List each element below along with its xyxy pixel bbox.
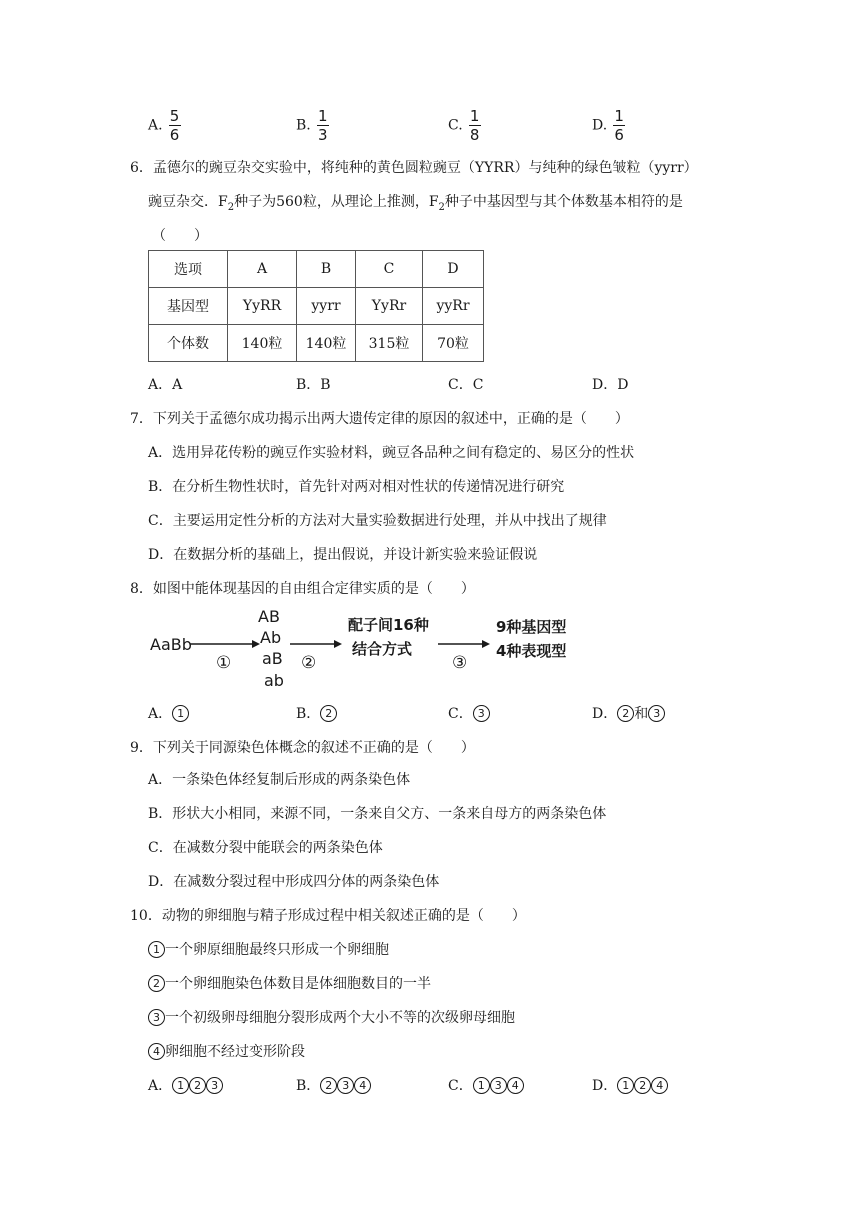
q10-statement-2: 2 一个卵细胞染色体数目是体细胞数目的一半 [148,973,431,993]
circled-number: 1 [172,705,189,722]
table-cell: B [297,251,356,288]
circled-number: 1 [473,1077,490,1094]
q10-option-b: B． 2 3 4 [296,1075,371,1095]
table-cell: yyrr [297,288,356,325]
gamete-label: Ab [260,628,282,647]
circled-number: 1 [148,941,165,958]
q6-option-b: B．B [296,377,331,393]
gamete-label: AB [258,607,280,626]
mid-label-line1: 配子间16种 [348,616,429,634]
q7-stem: 7．下列关于孟德尔成功揭示出两大遗传定律的原因的叙述中，正确的是（ ） [130,411,629,427]
step-3-label: ③ [452,653,468,673]
q9-option-d: D．在减数分裂过程中形成四分体的两条染色体 [148,874,440,890]
q8-stem: 8．如图中能体现基因的自由组合定律实质的是（ ） [130,581,475,597]
circled-number: 3 [648,705,665,722]
genotype-table [148,250,484,362]
q10-option-d: D． 1 2 4 [592,1075,668,1095]
q6-answer-paren: （ ） [152,228,208,244]
circled-number: 2 [634,1077,651,1094]
circled-number: 3 [337,1077,354,1094]
circled-number: 2 [320,1077,337,1094]
q9-stem: 9．下列关于同源染色体概念的叙述不正确的是（ ） [130,740,475,756]
fraction: $\frac{1}{8}$ [469,107,480,144]
table-row [149,325,484,362]
circled-number: 4 [507,1077,524,1094]
table-cell: 基因型 [149,288,228,325]
table-cell: YyRR [228,288,297,325]
fraction: $\frac{5}{6}$ [169,107,180,144]
table-cell: 315粒 [356,325,423,362]
circled-number: 2 [148,975,165,992]
q5-option-b: B. $\frac{1}{3}$ [296,107,328,144]
q7-option-b: B．在分析生物性状时，首先针对两对相对性状的传递情况进行研究 [148,479,565,495]
table-cell: YyRr [356,288,423,325]
q6-option-c: C．C [448,377,484,393]
end-label-line2: 4种表现型 [496,642,567,660]
arrow-1-head [252,640,260,648]
table-cell: A [228,251,297,288]
q10-statement-3: 3 一个初级卵母细胞分裂形成两个大小不等的次级卵母细胞 [148,1007,515,1027]
table-cell: 70粒 [423,325,484,362]
q7-option-c: C．主要运用定性分析的方法对大量实验数据进行处理，并从中找出了规律 [148,513,607,529]
q5-option-d: D. $\frac{1}{6}$ [592,107,624,144]
table-cell: 个体数 [149,325,228,362]
step-1-label: ① [216,653,232,673]
diagram-start-genotype: AaBb [150,635,192,654]
circled-number: 1 [172,1077,189,1094]
circled-number: 4 [148,1043,165,1060]
fraction: $\frac{1}{6}$ [614,107,624,144]
q5-option-c: C. $\frac{1}{8}$ [448,107,480,144]
table-cell: 选项 [149,251,228,288]
q10-option-a: A． 1 2 3 [148,1075,223,1095]
q10-option-c: C． 1 3 4 [448,1075,524,1095]
mid-label-line2: 结合方式 [352,640,413,658]
q10-statement-1: 1 一个卵原细胞最终只形成一个卵细胞 [148,939,389,959]
q10-stem: 10．动物的卵细胞与精子形成过程中相关叙述正确的是（ ） [130,908,526,924]
q10-statement-4: 4 卵细胞不经过变形阶段 [148,1041,305,1061]
free-combination-diagram [148,604,598,696]
end-label-line1: 9种基因型 [496,618,567,636]
circled-number: 4 [354,1077,371,1094]
circled-number: 2 [189,1077,206,1094]
fraction: $\frac{1}{3}$ [317,107,328,144]
table-cell: 140粒 [297,325,356,362]
q8-option-b: B． 2 [296,703,337,723]
q7-option-d: D．在数据分析的基础上，提出假说，并设计新实验来验证假说 [148,547,538,563]
table-cell: D [423,251,484,288]
table-header-row [149,251,484,288]
circled-number: 1 [617,1077,634,1094]
q6-stem-line1: 6．孟德尔的豌豆杂交实验中，将纯种的黄色圆粒豌豆（YYRR）与纯种的绿色皱粒（yyrr） [130,160,698,176]
q9-option-a: A．一条染色体经复制后形成的两条染色体 [148,772,411,788]
table-cell: C [356,251,423,288]
circled-number: 4 [651,1077,668,1094]
gamete-label: aB [262,649,283,668]
circled-number: 3 [490,1077,507,1094]
arrow-3-head [482,640,490,648]
q5-option-a: A. $\frac{5}{6}$ [148,107,180,144]
circled-number: 3 [206,1077,223,1094]
table-cell: yyRr [423,288,484,325]
table-row [149,288,484,325]
table-cell: 140粒 [228,325,297,362]
q8-option-a: A． 1 [148,703,189,723]
q9-option-b: B．形状大小相同，来源不同，一条来自父方、一条来自母方的两条染色体 [148,806,607,822]
q8-option-d: D． 2 和 3 [592,703,665,723]
q9-option-c: C．在减数分裂中能联会的两条染色体 [148,840,383,856]
gamete-label: ab [264,671,284,690]
step-2-label: ② [301,653,317,673]
circled-number: 2 [320,705,337,722]
circled-number: 2 [617,705,634,722]
q7-option-a: A．选用异花传粉的豌豆作实验材料，豌豆各品种之间有稳定的、易区分的性状 [148,445,635,461]
q6-option-a: A．A [148,377,183,393]
circled-number: 3 [148,1009,165,1026]
q6-stem-line2: 豌豆杂交．$F_2$种子为560粒，从理论上推测，$F_2$种子中基因型与其个体数基本相符的是 [148,194,683,213]
q6-option-d: D．D [592,377,629,393]
circled-number: 3 [473,705,490,722]
q8-option-c: C． 3 [448,703,490,723]
arrow-2-head [334,640,342,648]
